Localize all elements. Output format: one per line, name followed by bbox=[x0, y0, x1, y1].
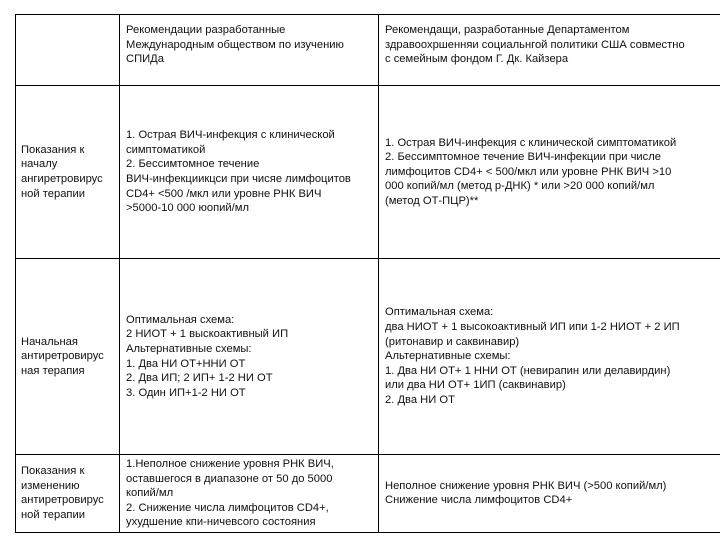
row-label-initial-therapy: Начальная антиретровирус ная терапия bbox=[16, 259, 120, 455]
header-us-department bbox=[379, 15, 720, 86]
header-line: Международным обществом по изучению bbox=[126, 38, 344, 51]
cell-initial-therapy-us: Оптимальная схема: два НИОТ + 1 высокоактивный ИП ипи 1-2 НИОТ + 2 ИП (ритонавир и саквинавир) Альтернативные схемы: 1. Два НИ ОТ+ 1 ННИ ОТ (невирапин или делавирдин) или два НИ ОТ+ 1ИП (саквинавир) 2. Два НИ ОТ bbox=[379, 259, 720, 455]
cell-change-therapy-international: 1.Неполное снижение уровня РНК ВИЧ, оставшегося в диапазоне от 50 до 5000 копий/мл 2. Снижение числа лимфоцитов CD4+, ухудшение кпи-ничевсого состояния bbox=[120, 455, 379, 533]
header-line: здравоохршенняи социальнгой политики США совместно bbox=[385, 38, 685, 51]
row-label-change-therapy: Показания к изменению антиретровирус ной терапии bbox=[16, 455, 120, 533]
row-label-start-therapy: Показания к началу ангиретровирус ной терапии bbox=[16, 86, 120, 259]
header-line: Рекомендации разработанные bbox=[126, 24, 286, 36]
cell-start-therapy-international: 1. Острая ВИЧ-инфекция с клинической симптоматикой 2. Бессимтомное течение ВИЧ-инфекциикцси при чисяе лимфоцитов CD4+ <500 /мкл или уровне РНК ВИЧ >5000-10 000 юопий/мл bbox=[120, 86, 379, 259]
table-row bbox=[16, 259, 720, 455]
table-row bbox=[16, 455, 720, 533]
table-row bbox=[16, 86, 720, 259]
header-row bbox=[16, 15, 720, 86]
cell-change-therapy-us: Неполное снижение уровня РНК ВИЧ (>500 копий/мл) Снижение числа лимфоцитов CD4+ bbox=[379, 455, 720, 533]
cell-initial-therapy-international: Оптимальная схема: 2 НИОТ + 1 выскоактивный ИП Альтернативные схемы: 1. Два НИ ОТ+ННИ ОТ 2. Два ИП; 2 ИП+ 1-2 НИ ОТ 3. Один ИП+1-2 НИ ОТ bbox=[120, 259, 379, 455]
recommendations-table bbox=[15, 14, 720, 533]
corner-cell bbox=[16, 15, 120, 86]
header-international-society bbox=[120, 15, 379, 86]
cell-start-therapy-us: 1. Острая ВИЧ-инфекция с клинической симптоматикой 2. Бессимптомное течение ВИЧ-инфекции при числе лимфоцитов CD4+ < 500/мкл или уровне РНК ВИЧ >10 000 копий/мл (метод р-ДНК) * или >20 000 копий/мл (метод ОТ-ПЦР)** bbox=[379, 86, 720, 259]
header-line: Рекомендащи, разработанные Департаментом bbox=[385, 24, 630, 36]
header-line: СПИДа bbox=[126, 53, 164, 66]
header-line: с семейным фондом Г. Дк. Кайзера bbox=[385, 53, 569, 66]
